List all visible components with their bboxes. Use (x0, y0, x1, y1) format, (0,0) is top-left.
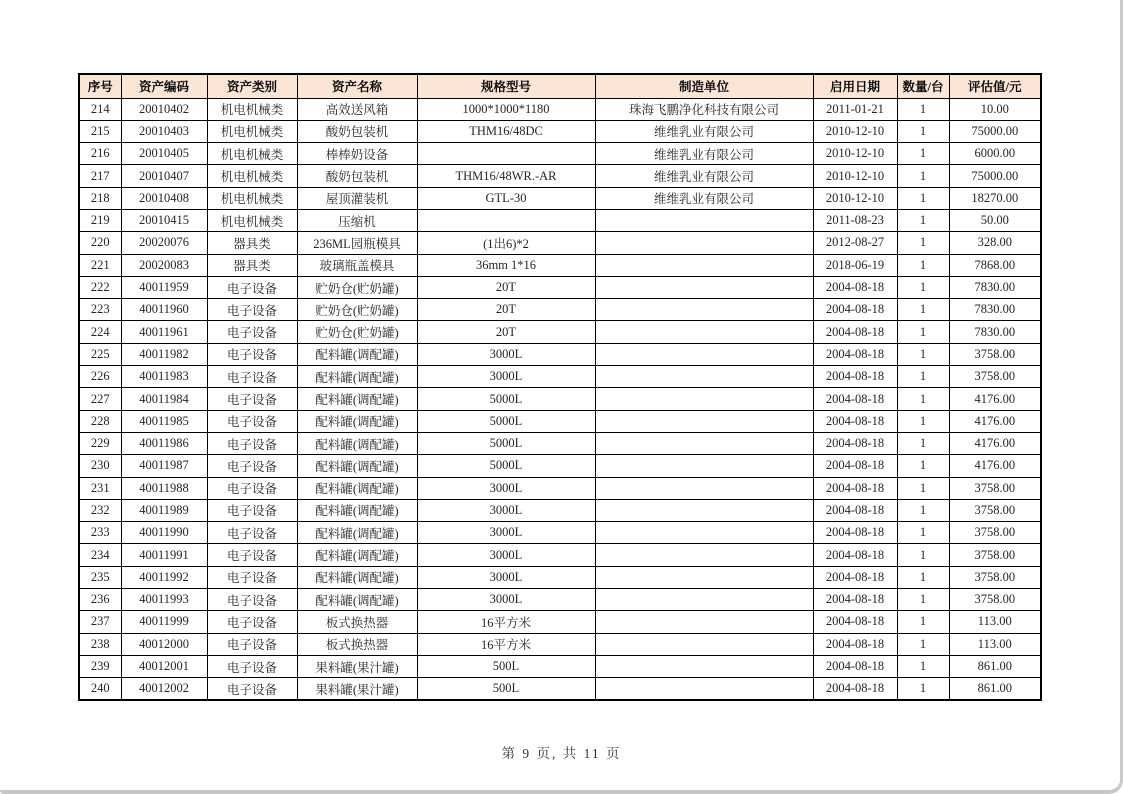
table-cell: 236 (79, 589, 121, 611)
table-cell: 电子设备 (207, 388, 297, 410)
table-cell: 239 (79, 655, 121, 677)
table-cell (595, 544, 813, 566)
table-cell: 20T (417, 321, 595, 343)
table-cell (595, 499, 813, 521)
table-cell: 2004-08-18 (813, 343, 897, 365)
table-cell: 贮奶仓(贮奶罐) (297, 321, 417, 343)
table-cell: 238 (79, 633, 121, 655)
column-header: 规格型号 (417, 74, 595, 98)
table-cell (595, 678, 813, 700)
table-cell: 3000L (417, 589, 595, 611)
table-cell: 电子设备 (207, 455, 297, 477)
table-cell: THM16/48DC (417, 120, 595, 142)
table-cell: 2004-08-18 (813, 544, 897, 566)
table-row (79, 589, 1041, 611)
table-cell: 板式换热器 (297, 633, 417, 655)
table-cell: 1 (897, 655, 949, 677)
table-cell: 2004-08-18 (813, 455, 897, 477)
table-cell: 4176.00 (949, 388, 1041, 410)
table-cell (595, 343, 813, 365)
table-row (79, 366, 1041, 388)
table-cell: 218 (79, 187, 121, 209)
table-cell: 维维乳业有限公司 (595, 143, 813, 165)
table-cell: 1 (897, 678, 949, 700)
table-cell: 电子设备 (207, 366, 297, 388)
table-cell: 电子设备 (207, 678, 297, 700)
table-cell: 1 (897, 232, 949, 254)
table-cell: 1 (897, 120, 949, 142)
table-cell: 配料罐(调配罐) (297, 366, 417, 388)
table-cell: 75000.00 (949, 120, 1041, 142)
table-cell: 2004-08-18 (813, 499, 897, 521)
table-cell: 3000L (417, 499, 595, 521)
table-cell: 230 (79, 455, 121, 477)
table-cell: 861.00 (949, 678, 1041, 700)
table-cell: 40011959 (121, 276, 207, 298)
table-cell: 电子设备 (207, 321, 297, 343)
table-cell: 配料罐(调配罐) (297, 477, 417, 499)
table-cell (595, 589, 813, 611)
table-cell (595, 366, 813, 388)
table-cell: 1 (897, 143, 949, 165)
table-cell: 电子设备 (207, 633, 297, 655)
table-cell (595, 633, 813, 655)
table-cell: 果料罐(果汁罐) (297, 655, 417, 677)
table-cell: 18270.00 (949, 187, 1041, 209)
table-cell: 酸奶包装机 (297, 165, 417, 187)
table-row (79, 343, 1041, 365)
table-row (79, 522, 1041, 544)
table-cell: 16平方米 (417, 611, 595, 633)
table-cell: 1 (897, 98, 949, 120)
table-cell: 维维乳业有限公司 (595, 120, 813, 142)
table-cell: 20010403 (121, 120, 207, 142)
table-cell: 7830.00 (949, 276, 1041, 298)
table-cell: 1 (897, 522, 949, 544)
table-cell: 20010405 (121, 143, 207, 165)
table-cell: 20010402 (121, 98, 207, 120)
table-cell: 20010415 (121, 209, 207, 231)
table-row (79, 209, 1041, 231)
table-cell: 40011988 (121, 477, 207, 499)
table-cell: 113.00 (949, 611, 1041, 633)
table-cell: 屋顶灌装机 (297, 187, 417, 209)
table-header-row (79, 74, 1041, 98)
table-cell: 配料罐(调配罐) (297, 410, 417, 432)
table-cell: 3758.00 (949, 499, 1041, 521)
table-cell: 7868.00 (949, 254, 1041, 276)
table-cell: 3000L (417, 477, 595, 499)
table-cell: 40011990 (121, 522, 207, 544)
table-cell: 75000.00 (949, 165, 1041, 187)
table-cell (595, 432, 813, 454)
table-cell: 5000L (417, 455, 595, 477)
table-cell: 电子设备 (207, 477, 297, 499)
table-cell: 板式换热器 (297, 611, 417, 633)
table-row (79, 299, 1041, 321)
table-cell: 机电机械类 (207, 209, 297, 231)
table-cell: 2012-08-27 (813, 232, 897, 254)
table-cell: 配料罐(调配罐) (297, 566, 417, 588)
table-cell: 2004-08-18 (813, 366, 897, 388)
table-cell: 2010-12-10 (813, 165, 897, 187)
table-cell: 40011960 (121, 299, 207, 321)
table-row (79, 165, 1041, 187)
table-cell: GTL-30 (417, 187, 595, 209)
table-cell: 221 (79, 254, 121, 276)
table-cell: 1 (897, 499, 949, 521)
table-cell: 压缩机 (297, 209, 417, 231)
table-cell: 233 (79, 522, 121, 544)
column-header: 序号 (79, 74, 121, 98)
table-cell: 配料罐(调配罐) (297, 544, 417, 566)
table-cell: 36mm 1*16 (417, 254, 595, 276)
column-header: 评估值/元 (949, 74, 1041, 98)
table-cell: 40011993 (121, 589, 207, 611)
table-cell: 酸奶包装机 (297, 120, 417, 142)
table-cell: (1出6)*2 (417, 232, 595, 254)
table-cell: 2011-01-21 (813, 98, 897, 120)
table-cell (595, 388, 813, 410)
table-cell: 10.00 (949, 98, 1041, 120)
table-cell: 7830.00 (949, 321, 1041, 343)
table-cell: 配料罐(调配罐) (297, 499, 417, 521)
table-row (79, 232, 1041, 254)
table-cell: 1 (897, 589, 949, 611)
table-cell: 机电机械类 (207, 120, 297, 142)
table-cell: 217 (79, 165, 121, 187)
table-cell: 240 (79, 678, 121, 700)
table-cell: 20020083 (121, 254, 207, 276)
table-cell: 3000L (417, 366, 595, 388)
table-cell: 1 (897, 432, 949, 454)
table-cell: 3758.00 (949, 566, 1041, 588)
table-cell: 果料罐(果汁罐) (297, 678, 417, 700)
table-cell: 1 (897, 165, 949, 187)
table-cell: 4176.00 (949, 410, 1041, 432)
table-cell: 1 (897, 566, 949, 588)
table-body (79, 98, 1041, 700)
table-cell: 40011991 (121, 544, 207, 566)
table-cell: 40012001 (121, 655, 207, 677)
table-cell: 3000L (417, 544, 595, 566)
table-cell: 3758.00 (949, 477, 1041, 499)
table-cell: 5000L (417, 432, 595, 454)
table-row (79, 143, 1041, 165)
table-cell: 电子设备 (207, 499, 297, 521)
table-cell: 电子设备 (207, 343, 297, 365)
table-cell: 贮奶仓(贮奶罐) (297, 276, 417, 298)
table-cell: 电子设备 (207, 410, 297, 432)
table-cell: 维维乳业有限公司 (595, 165, 813, 187)
table-cell: 861.00 (949, 655, 1041, 677)
table-cell: 配料罐(调配罐) (297, 455, 417, 477)
table-cell: 1 (897, 455, 949, 477)
table-cell: 3000L (417, 522, 595, 544)
table-cell: 器具类 (207, 232, 297, 254)
table-cell: 1 (897, 388, 949, 410)
table-cell: 1 (897, 254, 949, 276)
column-header: 启用日期 (813, 74, 897, 98)
table-cell: 配料罐(调配罐) (297, 589, 417, 611)
table-cell: 器具类 (207, 254, 297, 276)
table-row (79, 388, 1041, 410)
table-cell: 222 (79, 276, 121, 298)
table-cell: 50.00 (949, 209, 1041, 231)
table-cell: 电子设备 (207, 276, 297, 298)
table-cell (595, 522, 813, 544)
table-row (79, 611, 1041, 633)
table-cell: 20010407 (121, 165, 207, 187)
table-cell: 16平方米 (417, 633, 595, 655)
table-cell: 4176.00 (949, 432, 1041, 454)
table-cell: 224 (79, 321, 121, 343)
table-cell: 227 (79, 388, 121, 410)
table-cell: 3758.00 (949, 589, 1041, 611)
table-cell: 3758.00 (949, 366, 1041, 388)
table-cell: 2004-08-18 (813, 388, 897, 410)
table-cell (595, 276, 813, 298)
table-cell: 5000L (417, 388, 595, 410)
table-cell: 电子设备 (207, 544, 297, 566)
table-cell: 1 (897, 209, 949, 231)
table-cell: 机电机械类 (207, 143, 297, 165)
column-header: 数量/台 (897, 74, 949, 98)
table-cell: 20020076 (121, 232, 207, 254)
table-cell: 500L (417, 655, 595, 677)
table-cell: 2004-08-18 (813, 522, 897, 544)
table-cell: 贮奶仓(贮奶罐) (297, 299, 417, 321)
table-cell: 214 (79, 98, 121, 120)
table-cell: 3000L (417, 566, 595, 588)
table-cell: 2011-08-23 (813, 209, 897, 231)
table-cell (595, 232, 813, 254)
table-row (79, 410, 1041, 432)
table-row (79, 98, 1041, 120)
table-cell: 1 (897, 366, 949, 388)
table-cell: 216 (79, 143, 121, 165)
table-cell: 113.00 (949, 633, 1041, 655)
table-cell (595, 321, 813, 343)
table-cell: 40012002 (121, 678, 207, 700)
table-cell: 1 (897, 410, 949, 432)
table-cell: 电子设备 (207, 432, 297, 454)
table-cell (595, 566, 813, 588)
table-cell: 电子设备 (207, 522, 297, 544)
table-cell: 电子设备 (207, 655, 297, 677)
table-cell: 2004-08-18 (813, 276, 897, 298)
table-cell (595, 655, 813, 677)
table-cell: 219 (79, 209, 121, 231)
table-cell: 20T (417, 276, 595, 298)
table-cell: 232 (79, 499, 121, 521)
table-row (79, 432, 1041, 454)
table-cell: 1 (897, 187, 949, 209)
table-cell: 配料罐(调配罐) (297, 432, 417, 454)
table-cell (417, 209, 595, 231)
table-cell (595, 455, 813, 477)
table-cell: 1 (897, 321, 949, 343)
table-cell: 40011961 (121, 321, 207, 343)
table-cell: 1 (897, 299, 949, 321)
table-cell: 2004-08-18 (813, 678, 897, 700)
table-cell: 珠海飞鹏净化科技有限公司 (595, 98, 813, 120)
table-cell (595, 299, 813, 321)
table-cell: 配料罐(调配罐) (297, 343, 417, 365)
table-row (79, 276, 1041, 298)
table-cell: 5000L (417, 410, 595, 432)
table-cell: 328.00 (949, 232, 1041, 254)
table-cell: 3758.00 (949, 343, 1041, 365)
table-cell: 40011986 (121, 432, 207, 454)
table-cell: 维维乳业有限公司 (595, 187, 813, 209)
table-cell: 228 (79, 410, 121, 432)
table-cell: 20010408 (121, 187, 207, 209)
table-cell (595, 209, 813, 231)
table-cell (595, 611, 813, 633)
table-cell: 7830.00 (949, 299, 1041, 321)
table-cell: 237 (79, 611, 121, 633)
table-cell: 223 (79, 299, 121, 321)
table-cell: 2004-08-18 (813, 432, 897, 454)
table-cell: 2004-08-18 (813, 655, 897, 677)
table-row (79, 544, 1041, 566)
table-cell: 229 (79, 432, 121, 454)
table-cell: 2004-08-18 (813, 611, 897, 633)
table-cell: 2004-08-18 (813, 633, 897, 655)
table-cell: 2004-08-18 (813, 566, 897, 588)
table-cell: 236ML园瓶模具 (297, 232, 417, 254)
table-cell: 1 (897, 544, 949, 566)
table-cell: 2004-08-18 (813, 477, 897, 499)
table-row (79, 321, 1041, 343)
table-cell: 220 (79, 232, 121, 254)
table-cell: 40011992 (121, 566, 207, 588)
table-cell: 3758.00 (949, 544, 1041, 566)
table-cell: 40011989 (121, 499, 207, 521)
column-header: 资产编码 (121, 74, 207, 98)
table-cell: 电子设备 (207, 299, 297, 321)
asset-table (78, 73, 1042, 701)
table-cell: 2010-12-10 (813, 120, 897, 142)
table-cell: 电子设备 (207, 611, 297, 633)
table-cell: 3758.00 (949, 522, 1041, 544)
table-cell (595, 410, 813, 432)
table-row (79, 678, 1041, 700)
table-cell: 4176.00 (949, 455, 1041, 477)
table-cell (417, 143, 595, 165)
table-cell: 225 (79, 343, 121, 365)
table-cell: 231 (79, 477, 121, 499)
table-row (79, 499, 1041, 521)
table-row (79, 633, 1041, 655)
table-cell: 2004-08-18 (813, 321, 897, 343)
table-cell: 1000*1000*1180 (417, 98, 595, 120)
table-cell: THM16/48WR.-AR (417, 165, 595, 187)
table-cell: 6000.00 (949, 143, 1041, 165)
table-cell: 1 (897, 611, 949, 633)
table-cell: 2004-08-18 (813, 589, 897, 611)
table-cell: 1 (897, 633, 949, 655)
table-cell: 1 (897, 343, 949, 365)
column-header: 制造单位 (595, 74, 813, 98)
table-cell: 226 (79, 366, 121, 388)
table-cell: 20T (417, 299, 595, 321)
table-cell: 1 (897, 276, 949, 298)
table-cell: 机电机械类 (207, 98, 297, 120)
table-cell: 215 (79, 120, 121, 142)
table-cell: 40011987 (121, 455, 207, 477)
table-cell: 500L (417, 678, 595, 700)
table-cell (595, 254, 813, 276)
table-cell: 40011983 (121, 366, 207, 388)
table-row (79, 655, 1041, 677)
table-cell: 配料罐(调配罐) (297, 388, 417, 410)
table-cell: 40011985 (121, 410, 207, 432)
table-row (79, 455, 1041, 477)
table-cell: 棒棒奶设备 (297, 143, 417, 165)
table-cell: 2010-12-10 (813, 187, 897, 209)
table-row (79, 120, 1041, 142)
table-cell: 40011984 (121, 388, 207, 410)
table-cell (595, 477, 813, 499)
page-number-footer: 第 9 页, 共 11 页 (501, 746, 622, 761)
table-cell: 玻璃瓶盖模具 (297, 254, 417, 276)
table-cell: 电子设备 (207, 589, 297, 611)
table-cell: 40011982 (121, 343, 207, 365)
table-cell: 2004-08-18 (813, 299, 897, 321)
table-cell: 3000L (417, 343, 595, 365)
table-cell: 机电机械类 (207, 165, 297, 187)
table-cell: 234 (79, 544, 121, 566)
table-cell: 2004-08-18 (813, 410, 897, 432)
table-cell: 2018-06-19 (813, 254, 897, 276)
column-header: 资产名称 (297, 74, 417, 98)
table-cell: 高效送风箱 (297, 98, 417, 120)
table-cell: 配料罐(调配罐) (297, 522, 417, 544)
table-cell: 机电机械类 (207, 187, 297, 209)
table-row (79, 566, 1041, 588)
table-cell: 40012000 (121, 633, 207, 655)
table-cell: 1 (897, 477, 949, 499)
table-cell: 235 (79, 566, 121, 588)
table-cell: 40011999 (121, 611, 207, 633)
table-row (79, 254, 1041, 276)
table-cell: 电子设备 (207, 566, 297, 588)
column-header: 资产类别 (207, 74, 297, 98)
table-row (79, 187, 1041, 209)
table-row (79, 477, 1041, 499)
table-cell: 2010-12-10 (813, 143, 897, 165)
